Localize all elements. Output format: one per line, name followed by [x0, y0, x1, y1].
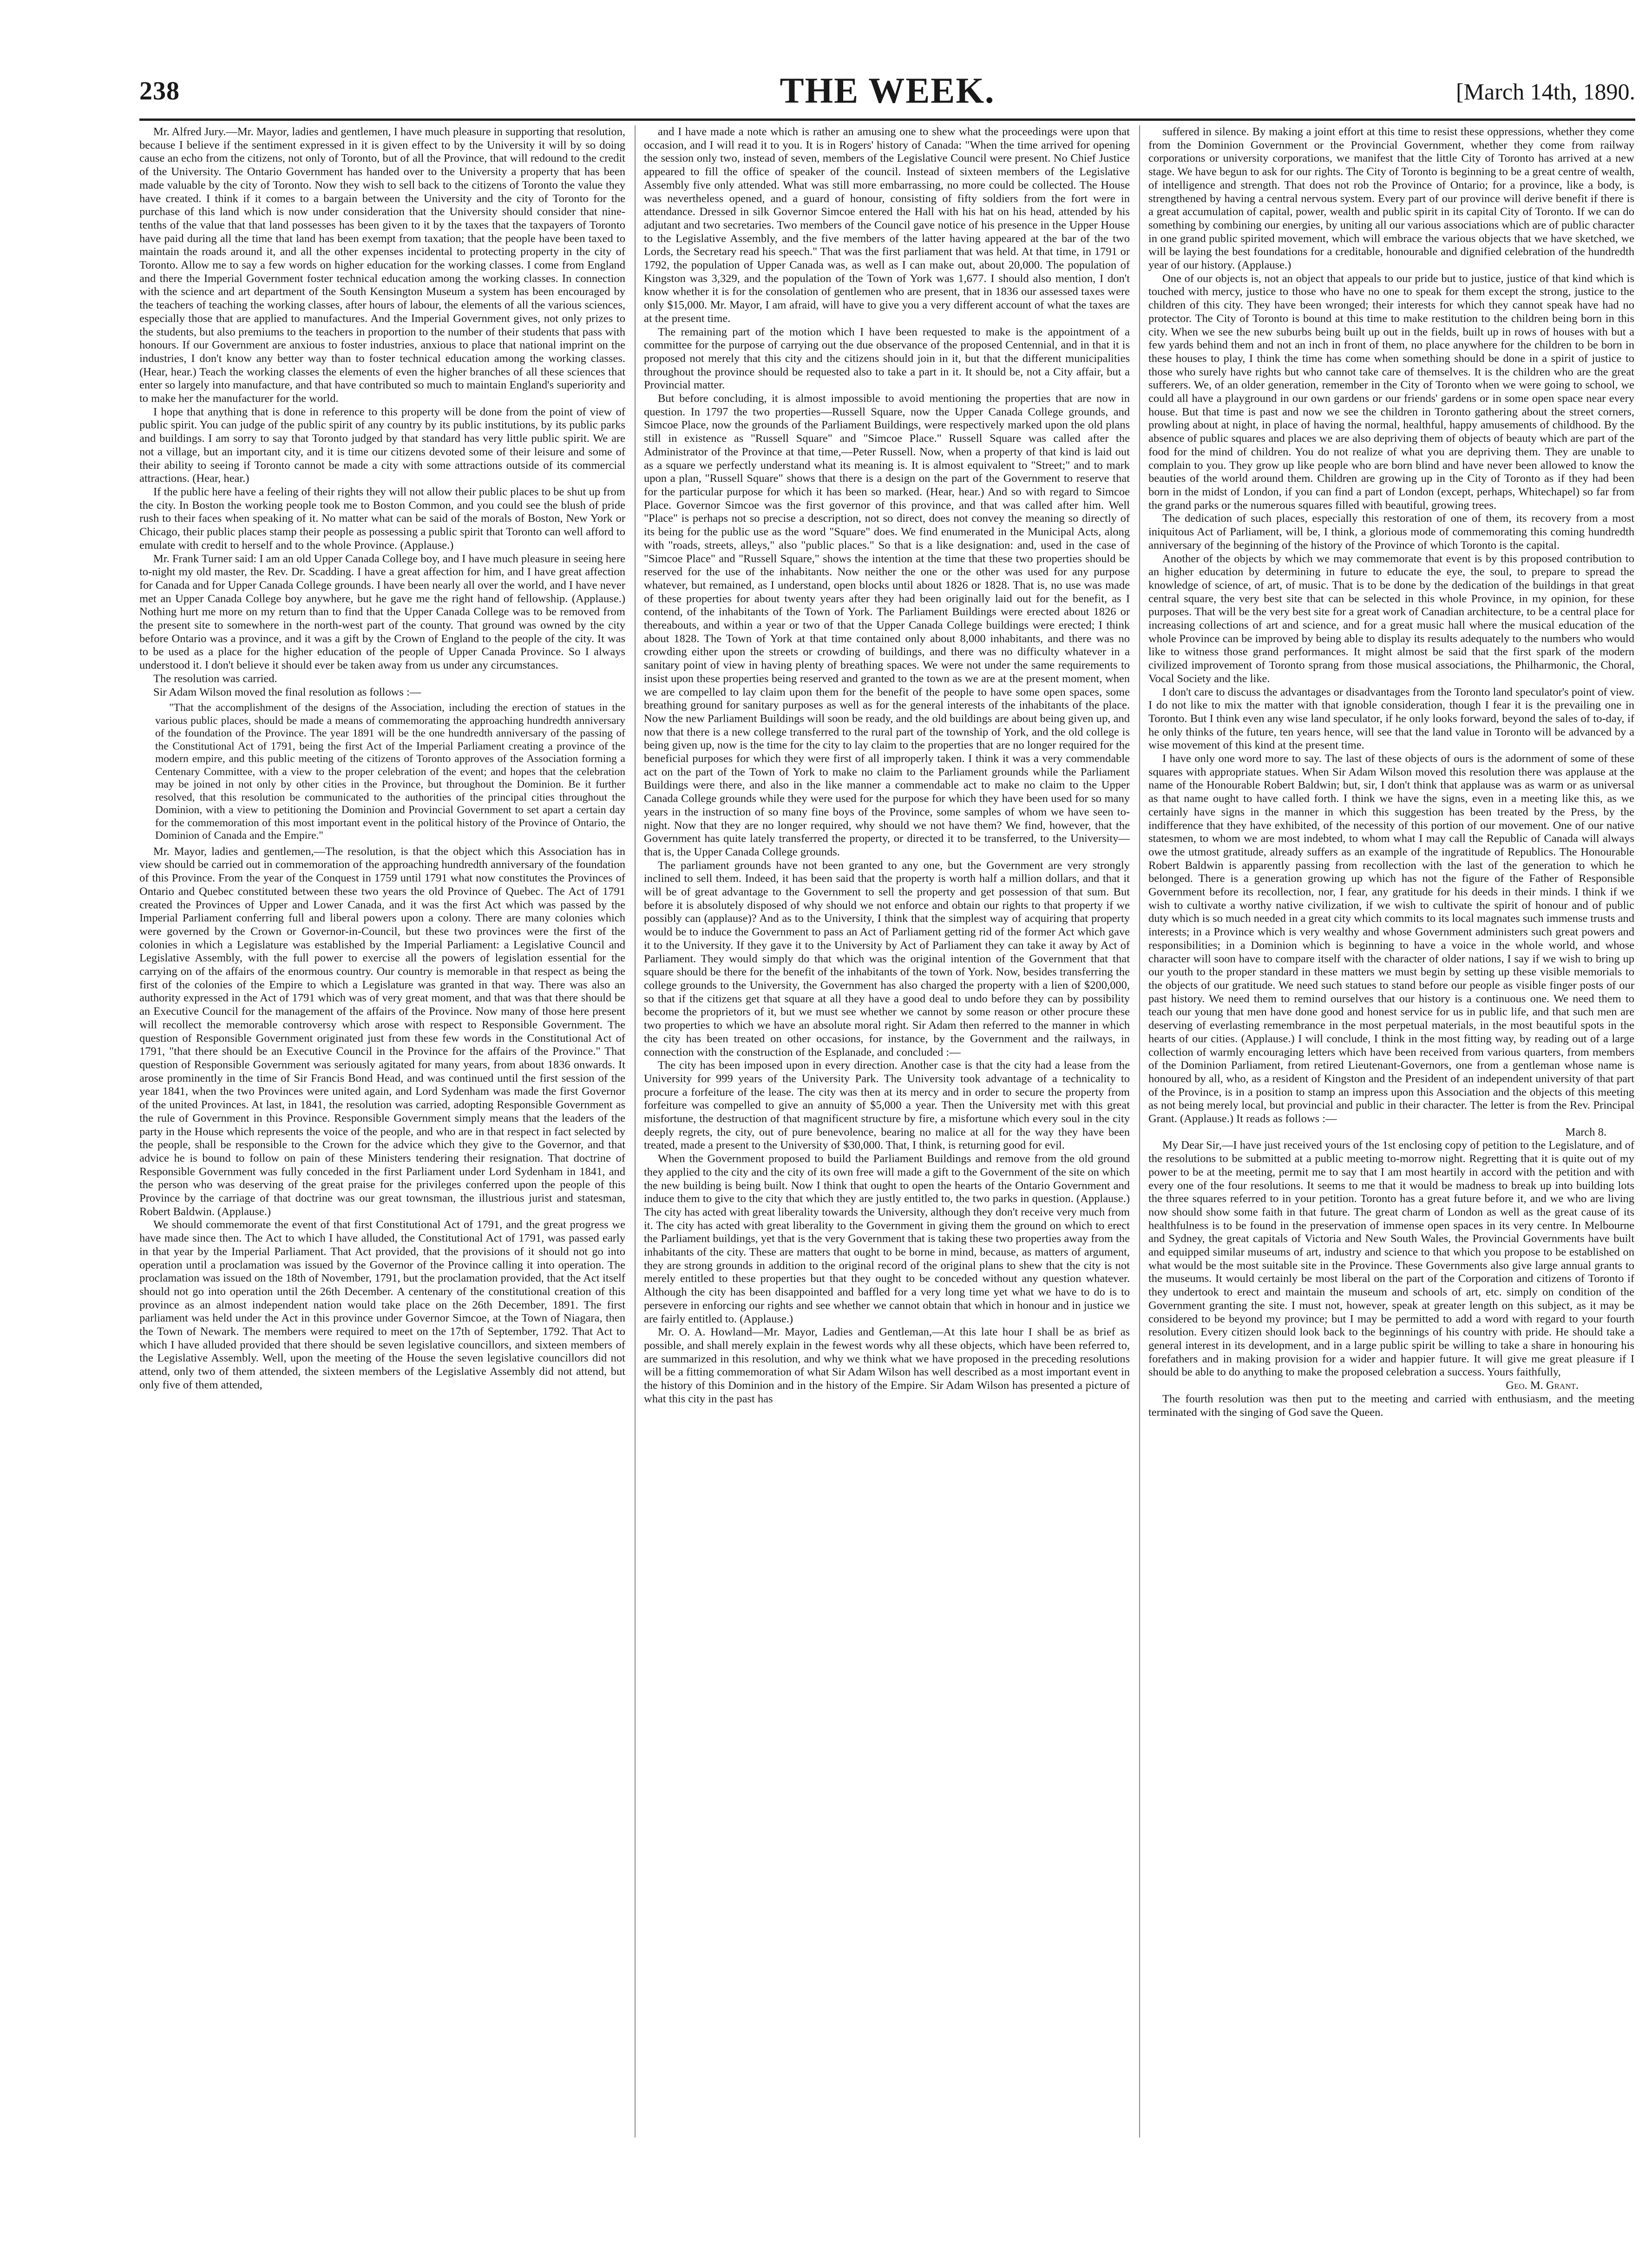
paragraph: Mr. Mayor, ladies and gentlemen,—The resolution, is that the object which this Association has in view should be carried out in commemoration of the approaching hundredth anniversary of the foundation of this Province. From the year of the Conquest in 1759 until 1791 what now constitutes the Provinces of Ontario and Quebec constituted between these two years the old Province of Quebec. The Act of 1791 created the Provinces of Upper and Lower Canada, and it was the first Act which was passed by the Imperial Parliament conferring full and liberal powers upon a colony. There are many colonies which were governed by the Crown or Governor-in-Council, but these two provinces were the first of the colonies in which a Legislature was established by the Imperial Parliament: a Legislative Council and Legislative Assembly, with the full power to exercise all the powers of legislation essential for the carrying on of the affairs of the enormous country. Our country is memorable in that respect as being the first of the colonies of the Empire to which a Legislature was granted in that way. There was also an authority expressed in the Act of 1791 which was of very great moment, and that was that there should be an Executive Council for the management of the affairs of the Province. Now many of those here present will recollect the memorable controversy which arose with respect to Responsible Government. The question of Responsible Government originated just from these few words in the Constitutional Act of 1791, "that there should be an Executive Council in the Province for the affairs of the Province." That question of Responsible Government was seriously agitated for many years, from about 1836 onwards. It arose prominently in the time of Sir Francis Bond Head, and was continued until the first session of the year 1841, when the two Provinces were united again, and Lord Sydenham was made the first Governor of the united Provinces. At last, in 1841, the resolution was carried, adopting Responsible Government as the rule of Government in this Province. Responsible Government simply means that the leaders of the party in the House which represents the voice of the people, and who are in that respect in fact selected by the people, shall be responsible to the Crown for the advice which they give to the Governor, and that advice he is bound to follow on pain of these Ministers tendering their resignation. That doctrine of Responsible Government was fully conceded in the first Parliament under Lord Sydenham in 1841, and the person who was deserving of the great praise for the privileges conferred upon the people of this Province by the carriage of that doctrine was our great townsman, the illustrious jurist and statesman, Robert Baldwin. (Applause.)	[139, 845, 625, 1218]
page-header	[139, 70, 1635, 112]
paragraph: I don't care to discuss the advantages or disadvantages from the Toronto land speculator's point of view. I do not like to mix the matter with that ignoble consideration, though I fear it is the prevailing one in Toronto. But I think even any wise land speculator, if he only looks forward, beyond the sales of to-day, if he only thinks of the future, ten years hence, will see that the land value in Toronto will be advanced by a wise movement of this kind at the present time.	[1148, 685, 1634, 752]
paragraph: Another of the objects by which we may commemorate that event is by this proposed contribution to an higher education by determining in future to educate the eye, the soul, to prepare to spread the knowledge of science, of art, of music. That is to be done by the dedication of the buildings in that great central square, the very best site that can be selected in this whole Province, in my opinion, for these purposes. That will be the very best site for a great work of Canadian architecture, to be a central place for increasing collections of art and science, and for a great music hall where the musical education of the whole Province can be improved by being able to display its results adequately to the numbers who would like to witness those grand performances. It might almost be said that the first spark of the modern civilized improvement of Toronto sprang from those musical associations, the Philharmonic, the Choral, Vocal Society and the like.	[1148, 552, 1634, 685]
paragraph: If the public here have a feeling of their rights they will not allow their public places to be shut up from the city. In Boston the working people took me to Boston Common, and you could see the blush of pride rush to their faces when speaking of it. No matter what can be said of the morals of Boston, New York or Chicago, their public places stamp their people as possessing a public spirit that Toronto can well afford to emulate with credit to herself and to the whole Province. (Applause.)	[139, 485, 625, 552]
closing-paragraph: The fourth resolution was then put to the meeting and carried with enthusiasm, and the meeting terminated with the singing of God save the Queen.	[1148, 1392, 1634, 1419]
paragraph: The dedication of such places, especially this restoration of one of them, its recovery from a most iniquitous Act of Parliament, will be, I think, a glorious mode of commemorating this coming hundredth anniversary of the beginning of the history of the Province of which Toronto is the capital.	[1148, 512, 1634, 552]
header-rule	[139, 118, 1635, 121]
paragraph: The parliament grounds have not been granted to any one, but the Government are very strongly inclined to sell them. Indeed, it has been said that the property is worth half a million dollars, and that it will be of great advantage to the Government to sell the property and get possession of that sum. But before it is absolutely disposed of why should we not enforce and obtain our rights to that property if we possibly can (applause)? And as to the University, I think that the simplest way of acquiring that property would be to induce the Government to pass an Act of Parliament getting rid of the former Act which gave it to the University. If they gave it to the University by Act of Parliament they can take it away by Act of Parliament. They would simply do that which was the original intention of the Government that that square should be there for the benefit of the inhabitants of the town of York. Now, besides transferring the college grounds to the University, the Government has also charged the property with a lien of $200,000, so that if the citizens get that square at all they have a good deal to undo before they can by possibility become the proprietors of it, but we must see whether we cannot by some reason or other procure these two properties to which we have an absolute moral right. Sir Adam then referred to the manner in which the city has been treated on other occasions, for instance, by the Government and the railways, in connection with the construction of the Esplanade, and concluded :—	[644, 859, 1130, 1059]
column-left	[139, 125, 625, 2138]
page-number: 238	[139, 77, 180, 105]
paragraph: Mr. Frank Turner said: I am an old Upper Canada College boy, and I have much pleasure in seeing here to-night my old master, the Rev. Dr. Scadding. I have a great affection for him, and I have great affection for Canada and for Upper Canada College grounds. I have been nearly all over the world, and I have never met an Upper Canada College boy anywhere, but he gave me the right hand of fellowship. (Applause.) Nothing hurt me more on my return than to find that the Upper Canada College was to be removed from the present site to somewhere in the north-west part of the county. That ground was owned by the city before Ontario was a province, and it was a gift by the Crown of England to the people of the city. It was to be used as a place for the higher education of the people of Upper Canada Province. So I always understood it. I don't believe it should ever be taken away from us under any circumstances.	[139, 552, 625, 672]
paragraph: The city has been imposed upon in every direction. Another case is that the city had a lease from the University for 999 years of the University Park. The University took advantage of a technicality to procure a forfeiture of the lease. The city was then at its mercy and in order to secure the property from forfeiture was compelled to give an annuity of $5,000 a year. Then the University met with this great misfortune, the destruction of that magnificent structure by fire, a misfortune which every soul in the city deeply regrets, the city, out of pure benevolence, bearing no malice at all for the way they have been treated, made a present to the University of $30,000. That, I think, is returning good for evil.	[644, 1059, 1130, 1152]
article-columns	[139, 125, 1635, 2138]
paragraph: We should commemorate the event of that first Constitutional Act of 1791, and the great progress we have made since then. The Act to which I have alluded, the Constitutional Act of 1791, was passed early in that year by the Imperial Parliament. That Act provided, that the provisions of it should not go into operation until a proclamation was issued by the Governor of the Province calling it into operation. The proclamation was issued on the 18th of November, 1791, but the proclamation provided, that the Act itself should not go into operation until the 26th December. A centenary of the constitutional creation of this province as an almost independent nation would take place on the 26th December, 1891. The first parliament was held under the Act in this province under Governor Simcoe, at the Town of Niagara, then the Town of Newark. The members were required to meet on the 17th of September, 1792. That Act to which I have alluded provided that there should be seven legislative councillors, and sixteen members of the Legislative Assembly. Well, upon the meeting of the House the seven legislative councillors did not attend, only two of them attended, the sixteen members of the Legislative Assembly did not attend, but only five of them attended,	[139, 1218, 625, 1391]
paragraph: and I have made a note which is rather an amusing one to shew what the proceedings were upon that occasion, and I will read it to you. It is in Rogers' history of Canada: "When the time arrived for opening the session only two, instead of seven, members of the Legislative Council were present. No Chief Justice appeared to fill the office of speaker of the council. Instead of sixteen members of the Legislative Assembly five only attended. What was still more embarrassing, no more could be collected. The House was nevertheless opened, and a guard of honour, consisting of fifty soldiers from the fort were in attendance. Dressed in silk Governor Simcoe entered the Hall with his hat on his head, attended by his adjutant and two secretaries. Two members of the Council gave notice of his presence in the Upper House to the Legislative Assembly, and the five members of the latter having appeared at the bar of the two Lords, the Secretary read his speech." That was the first parliament that was held. At that time, in 1791 or 1792, the population of Upper Canada was, as well as I can make out, about 20,000. The population of Kingston was 3,329, and the population of the Town of York was 1,677. I should also mention, I don't know whether it is for the consolation of gentlemen who are present, that in 1836 our assessed taxes were only $15,000. Mr. Mayor, I am afraid, will have to give you a very different account of what the taxes are at the present time.	[644, 125, 1130, 325]
paragraph: But before concluding, it is almost impossible to avoid mentioning the properties that are now in question. In 1797 the two properties—Russell Square, now the Upper Canada College grounds, and Simcoe Place, now the grounds of the Parliament Buildings, were respectively marked upon the old plans still in existence as "Russell Square" and "Simcoe Place." Russell Square was called after the Administrator of the Province at that time,—Peter Russell. Now, when a property of that kind is laid out as a square we perfectly understand what its meaning is. It is almost equivalent to "Street;" and to mark upon a plan, "Russell Square" shows that there is a design on the part of the Government to reserve that for the particular purpose for which it has been so marked. (Hear, hear.) And so with regard to Simcoe Place. Governor Simcoe was the first governor of this province, and that was called after him. Well "Place" is perhaps not so precise a description, not so direct, does not convey the meaning so directly of its being for the public use as the word "Square" does. We find enumerated in the Municipal Acts, along with "roads, streets, alleys," also "public places." So that is a like designation: and, used in the case of "Simcoe Place" and "Russell Square," shows the intention at the time that these two properties should be reserved for the use of the inhabitants. Now neither the one or the other was used for any purpose whatever, but remained, as I understand, open blocks until about 1826 or 1828. That is, no use was made of these properties for about twenty years after they had been originally laid out for the benefit, as I contend, of the inhabitants of the Town of York. The Parliament Buildings were erected about 1826 or thereabouts, and within a year or two of that the Upper Canada College buildings were erected; I think about 1828. The Town of York at that time contained only about 8,000 inhabitants, and there was no crowding either upon the streets or crowding of buildings, and there was no difficulty whatever in a sanitary point of view in having plenty of breathing spaces. We were not under the same requirements to insist upon these properties being reserved and granted to the town as we are at the present moment, when we are compelled to lay claim upon them for the benefit of the people to have some open spaces, some breathing ground for sanitary purposes as well as for the general interests of the inhabitants of the place. Now the new Parliament Buildings will soon be ready, and the old buildings are about being given up, and now that there is a new college transferred to the rural part of the township of York, and the old college is being given up, now is the time for the city to lay claim to the properties that are no longer required for the beneficial purposes for which they were first of all improperly taken. I think it was a very commendable act on the part of the Town of York to make no claim to the Parliament grounds while the Parliament Buildings were there, and also in the like manner a commendable act to make no claim to the Upper Canada College grounds while they were used for the purpose for which they have been used for so many years in the instruction of so many fine boys of the Province, some samples of whom we have seen to-night. Now that they are no longer required, why should we not have them? We find, however, that the Government has quite lately transferred the property, or directed it to be transferred, to the University—that is, the Upper Canada College grounds.	[644, 392, 1130, 858]
quoted-resolution: "That the accomplishment of the designs of the Association, including the erection of statues in the various public places, should be made a means of commemorating the approaching hundredth anniversary of the foundation of the Province. The year 1891 will be the one hundredth anniversary of the passing of the Constitutional Act of 1791, being the first Act of the Imperial Parliament creating a province of the modern empire, and this public meeting of the citizens of Toronto approves of the Association forming a Centenary Committee, with a view to the proper celebration of the event; and hopes that the celebration may be joined in not only by other cities in the Province, but throughout the Dominion. Be it further resolved, that this resolution be communicated to the authorities of the principal cities throughout the Dominion, with a view to petitioning the Dominion and Provincial Government to set apart a certain day for the commemoration of this most important event in the political history of the Province of Ontario, the Dominion of Canada and the Empire."	[155, 702, 625, 842]
letter-signature: Geo. M. Grant.	[1506, 1379, 1579, 1392]
paragraph: The remaining part of the motion which I have been requested to make is the appointment of a committee for the purpose of carrying out the due observance of the proposed Centennial, and in that it is proposed not merely that this city and the citizens should join in it, but that the different municipalities throughout the province should be requested also to take a part in it. It should be, not a City affair, but a Provincial matter.	[644, 325, 1130, 392]
paragraph: I have only one word more to say. The last of these objects of ours is the adornment of some of these squares with appropriate statues. When Sir Adam Wilson moved this resolution there was applause at the name of the Honourable Robert Baldwin; but, sir, I don't think that applause was as warm or as universal as that name ought to have called forth. I think we have the signs, even in a meeting like this, as we certainly have signs in the manner in which this suggestion has been treated by the Press, by the indifference that they have exhibited, of the necessity of this portion of our movement. One of our native statesmen, to whom we are most indebted, to whom what I may call the Republic of Canada will always owe the utmost gratitude, already suffers as an example of the ingratitude of Republics. The Honourable Robert Baldwin is apparently passing from recollection with the last of the generation to which he belonged. There is a generation growing up which has not the figure of the Father of Responsible Government before its recollection, nor, I fear, any gratitude for his deeds in their minds. I think if we wish to cultivate a worthy native civilization, if we wish to cultivate the spirit of honour and of public duty which is so much needed in a great city which commits to its local magnates such immense trusts and interests; in a Province which is very wealthy and whose Government administers such great powers and responsibilities; in a Dominion which is beginning to have a voice in the whole world, and whose character will soon have to compare itself with the character of older nations, I say if we wish to bring up our youth to the proper standard in these matters we must begin by setting up these visible memorials to the objects of our gratitude. We need such statues to stand before our people as visible finger posts of our past history. We need them to remind ourselves that our history is a continuous one. We need them to teach our young that men have done good and honest service for us in public life, and that such men are deserving of everlasting remembrance in the most perpetual materials, in the most beautiful spots in the hearts of our cities. (Applause.) I will conclude, I think in the most fitting way, by reading out of a large collection of warmly encouraging letters which have been received from various quarters, from members of the Dominion Parliament, from retired Lieutenant-Governors, one from a gentleman whose name is honoured by all, who, as a resident of Kingston and the President of an independent university of that part of the Province, is in a position to stamp an impress upon this Association and the objects of this meeting as not being merely local, but provincial and public in their character. The letter is from the Rev. Principal Grant. (Applause.) It reads as follows :—	[1148, 752, 1634, 1125]
paragraph: One of our objects is, not an object that appeals to our pride but to justice, justice of that kind which is touched with mercy, justice to those who have no one to speak for them except the strong, justice to the children of this city. They have been wronged; their interests for which they cannot speak have had no protector. The City of Toronto is bound at this time to make restitution to the children being born in this city. When we see the new suburbs being built up out in the fields, built up in rows of houses with but a few yards behind them and not an inch in front of them, no place anywhere for the children to be born in these houses to play, I think the time has come when something should be done in a spirit of justice to those who surely have rights but who cannot take care of themselves. It is the children who are the great sufferers. We, of an older generation, remember in the City of Toronto when we were going to school, we could all have a playground in our own gardens or our friends' gardens or in some open space near every house. But that time is past and now we see the children in Toronto gathering about the street corners, prowling about at night, in place of having the normal, healthful, happy amusements of childhood. By the absence of public squares and places we are also depriving them of objects of beauty which are part of the food for the mind of children. You do not realize of what you are depriving them. They are unable to complain to you. They grow up like people who are born blind and have never been allowed to know the beauties of the world around them. Children are growing up in the City of Toronto as if they had been born in the midst of London, if you can find a part of London (except, perhaps, Whitechapel) so far from the grand parks or the numerous squares filled with beautiful, growing trees.	[1148, 272, 1634, 512]
paragraph: Mr. O. A. Howland—Mr. Mayor, Ladies and Gentleman,—At this late hour I shall be as brief as possible, and shall merely explain in the fewest words why all these objects, which have been referred to, are summarized in this resolution, and why we think what we have proposed in the preceding resolutions will be a fitting commemoration of what Sir Adam Wilson has well described as a most important event in the history of this Dominion and in the history of the Empire. Sir Adam Wilson has presented a picture of what this city in the past has	[644, 1326, 1130, 1405]
paragraph: suffered in silence. By making a joint effort at this time to resist these oppressions, whether they come from the Dominion Government or the Provincial Government, whether they come from railway corporations or university corporations, we manifest that the little City of Toronto has arrived at a new stage. We have begun to ask for our rights. The City of Toronto is beginning to be a great centre of wealth, of intelligence and strength. That does not rob the Province of Ontario; for a province, like a body, is strengthened by having a central nervous system. Every part of our province will derive benefit if there is a great accumulation of capital, power, wealth and public spirit in its capital City of Toronto. If we can do something by combining our energies, by uniting all our various associations which are of public character in one grand public spirited movement, which will embrace the various objects that we have sketched, we will be laying the best foundations for a creditable, honourable and dignified celebration of the hundredth year of our history. (Applause.)	[1148, 125, 1634, 272]
paragraph: The resolution was carried.	[153, 672, 277, 685]
column-middle	[635, 125, 1130, 2138]
paragraph: Mr. Alfred Jury.—Mr. Mayor, ladies and gentlemen, I have much pleasure in supporting that resolution, because I believe if the sentiment expressed in it is given effect to by the University it will by so doing cause an echo from the citizens, not only of Toronto, but of all the Province, that will redound to the credit of the University. The Ontario Government has handed over to the University a property that has been made valuable by the city of Toronto. Now they wish to sell back to the citizens of Toronto the value they have created. I think if it comes to a bargain between the University and the city of Toronto for the purchase of this land which is now under consideration that the University should consider that nine-tenths of the value that that land possesses has been given to it by the taxes that the taxpayers of Toronto have paid during all the time that land has been exempt from taxation; that the people have been taxed to maintain the roads around it, and all the other expenses incidental to protecting property in the city of Toronto. Allow me to say a few words on higher education for the working classes. I come from England and there the Imperial Government foster technical education among the working classes. In connection with the science and art department of the South Kensington Museum a system has been encouraged by the teachers of teaching the working classes, after hours of labour, the elements of all the various sciences, especially those that are applied to manufactures. And the Imperial Government gives, not only prizes to the students, but also premiums to the teachers in proportion to the number of their students that pass with honours. If our Government are anxious to foster industries, anxious to place that national imprint on the industries, I don't know any better way than to foster technical education among the working classes. (Hear, hear.) Teach the working classes the elements of even the higher branches of all these sciences that enter so largely into manufacture, and that have contributed so much to maintain England's superiority and to make her the manufacturer for the world.	[139, 125, 625, 405]
masthead-title: THE WEEK.	[780, 70, 995, 111]
letter-paragraph: My Dear Sir,—I have just received yours of the 1st enclosing copy of petition to the Legislature, and of the resolutions to be submitted at a public meeting to-morrow night. Regretting that it is quite out of my power to be at the meeting, permit me to say that I am most heartily in accord with the petition and with every one of the four resolutions. It seems to me that it would be madness to break up into building lots the three squares referred to in your petition. Toronto has a great future before it, and we who are living now should show some faith in that future. The great charm of London as well as the great cause of its healthfulness is to be found in the preservation of immense open spaces in its very centre. In Melbourne and Sydney, the great capitals of Victoria and New South Wales, the Provincial Governments have built and equipped similar museums of art, industry and science to that which you propose to be established on what would be the most suitable site in the Province. These Governments also give large annual grants to the museums. It would certainly be most liberal on the part of the Corporation and citizens of Toronto if they undertook to erect and maintain the museum and schools of art, etc. simply on condition of the Government granting the site. I must not, however, speak at greater length on this subject, as it may be considered to be beyond my province; but I may be permitted to add a word with regard to your fourth resolution. Every citizen should look back to the beginnings of his country with pride. He should take a general interest in its development, and in a large public spirit be willing to take a share in honouring his forefathers and in making provision for a wider and happier future. It will give me great pleasure if I should be able to do anything to make the proposed celebration a success. Yours faithfully,	[1148, 1139, 1634, 1379]
paragraph: When the Government proposed to build the Parliament Buildings and remove from the old ground they applied to the city and the city of its own free will made a gift to the Government of the site on which the new building is being built. Now I think that ought to open the hearts of the Ontario Government and induce them to give to the city that which they are justly entitled to, the two parks in question. (Applause.) The city has acted with great liberality towards the University, although they don't receive very much from it. The city has acted with great liberality to the Government in giving them the ground on which to erect the Parliament buildings, yet that is the very Government that is taking these two properties away from the inhabitants of the city. These are matters that ought to be borne in mind, because, as matters of argument, they are strong grounds in addition to the original record of the original plans to shew that the city is not merely entitled to these properties but that they ought to be conceded without any question whatever. Although the city has been disappointed and baffled for a very long time yet what we have to do is to persevere in enforcing our rights and see whether we cannot obtain that which in honour and in justice we are fairly entitled to. (Applause.)	[644, 1152, 1130, 1325]
letter-date: March 8.	[1565, 1125, 1606, 1138]
issue-date: [March 14th, 1890.	[1455, 79, 1635, 105]
column-right	[1139, 125, 1634, 2138]
paragraph: I hope that anything that is done in reference to this property will be done from the point of view of public spirit. You can judge of the public spirit of any country by its public institutions, by its public parks and buildings. I am sorry to say that Toronto judged by that standard has very little public spirit. We are not a village, but an important city, and it is time our citizens devoted some of their leisure and some of their ability to seeing if Toronto cannot be made a city with some attractions outside of its commercial attractions. (Hear, hear.)	[139, 405, 625, 485]
paragraph: Sir Adam Wilson moved the final resolution as follows :—	[153, 685, 421, 698]
